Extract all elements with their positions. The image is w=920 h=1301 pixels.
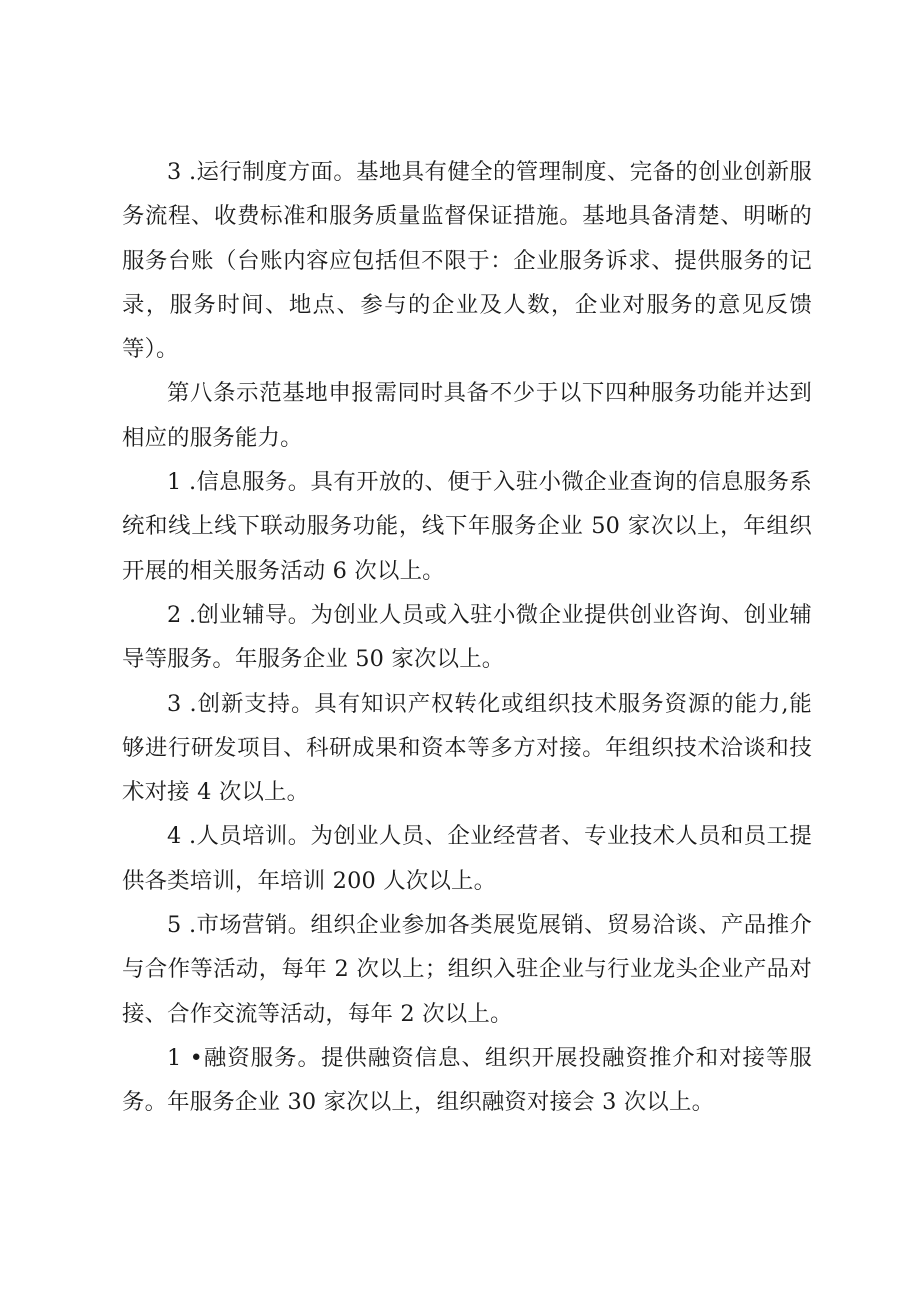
paragraph-marketing: 5 .市场营销。组织企业参加各类展览展销、贸易洽谈、产品推介与合作等活动，每年 2 次以上；组织入驻企业与行业龙头企业产品对接、合作交流等活动，每年 2 次以上。	[122, 912, 812, 1027]
paragraph-innovation-support: 3 .创新支持。具有知识产权转化或组织技术服务资源的能力,能够进行研发项目、科研成果和资本等多方对接。年组织技术洽谈和技术对接 4 次以上。	[122, 690, 812, 806]
paragraph-operation-system: 3 .运行制度方面。基地具有健全的管理制度、完备的创业创新服务流程、收费标准和服务质量监督保证措施。基地具备清楚、明晰的服务台账（台账内容应包括但不限于：企业服务诉求、提供服务的记录，服务时间、地点、参与的企业及人数，企业对服务的意见反馈等）。	[122, 159, 812, 363]
paragraph-information-service: 1 .信息服务。具有开放的、便于入驻小微企业查询的信息服务系统和线上线下联动服务功能，线下年服务企业 50 家次以上，年组织开展的相关服务活动 6 次以上。	[122, 469, 812, 584]
document-body	[122, 150, 812, 1125]
paragraph-article-eight: 第八条示范基地申报需同时具备不少于以下四种服务功能并达到相应的服务能力。	[122, 380, 812, 451]
paragraph-personnel-training: 4 .人员培训。为创业人员、企业经营者、专业技术人员和员工提供各类培训，年培训 200 人次以上。	[122, 823, 812, 894]
paragraph-entrepreneurship-guidance: 2 .创业辅导。为创业人员或入驻小微企业提供创业咨询、创业辅导等服务。年服务企业 50 家次以上。	[122, 601, 812, 673]
paragraph-financing-service: 1 •融资服务。提供融资信息、组织开展投融资推介和对接等服务。年服务企业 30 家次以上，组织融资对接会 3 次以上。	[122, 1044, 812, 1116]
